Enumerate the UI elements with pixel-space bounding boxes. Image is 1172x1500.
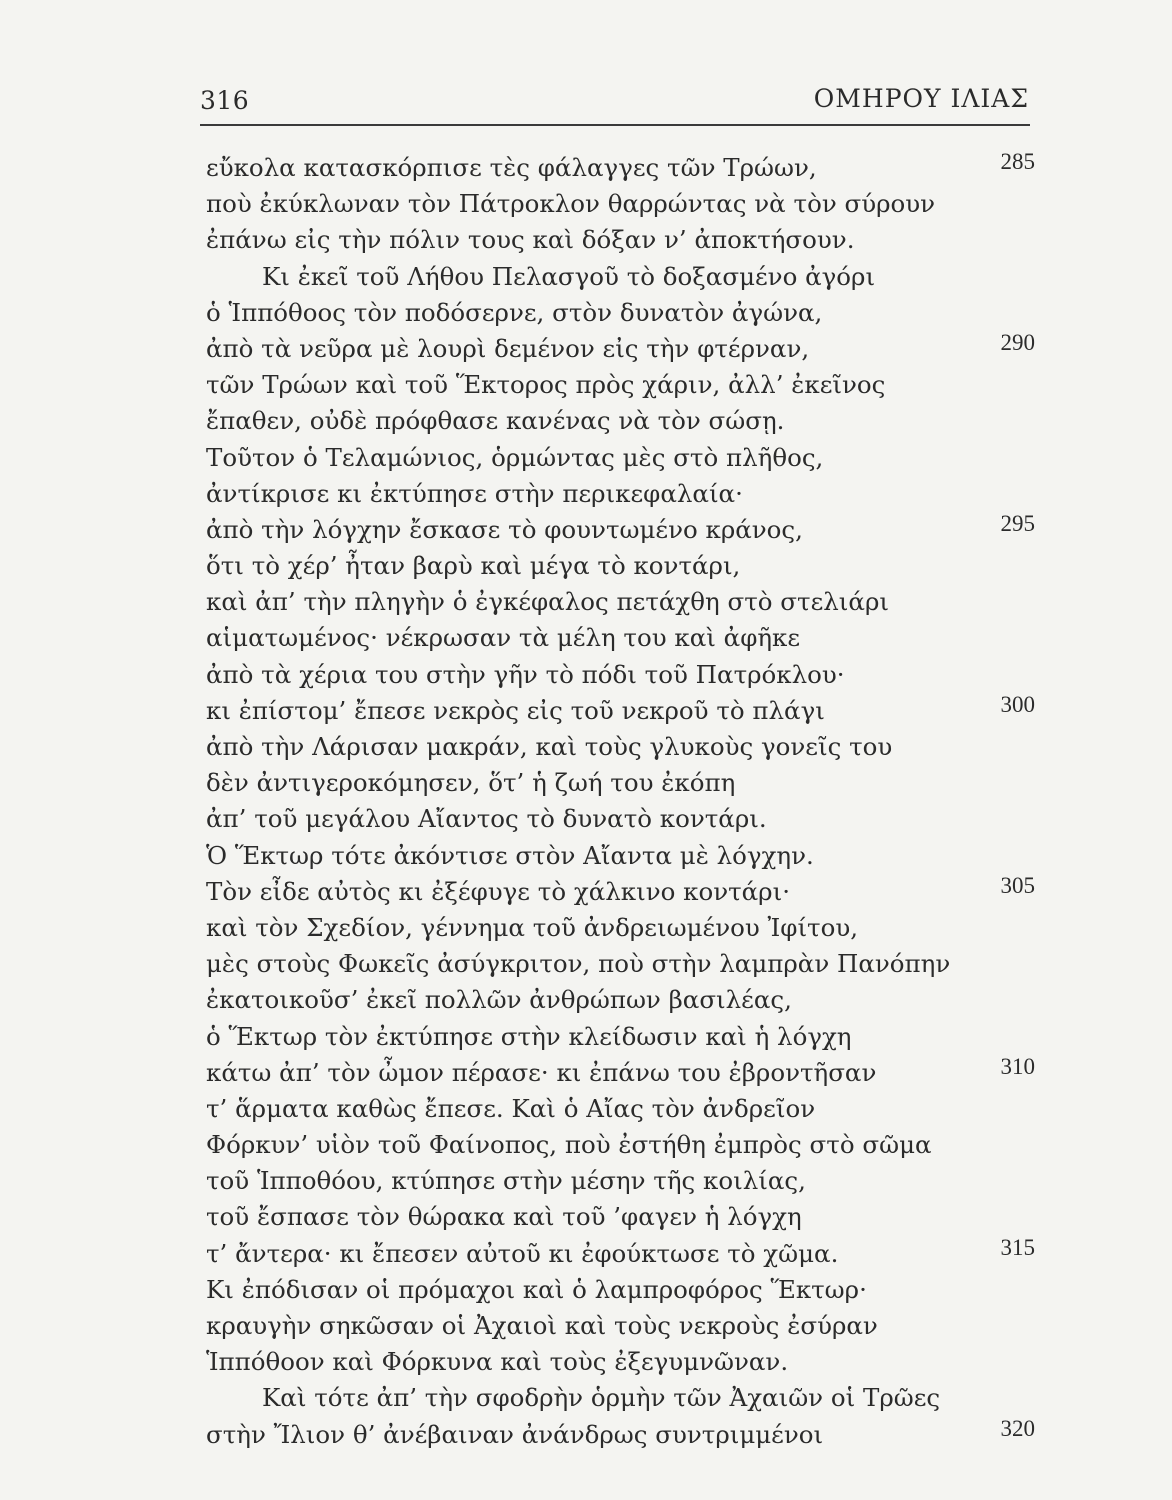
verse-text: κι ἐπίστομ’ ἔπεσε νεκρὸς εἰς τοῦ νεκροῦ τὸ πλάγι [206, 695, 825, 725]
line-number: 290 [1000, 329, 1035, 355]
verse-text: ἐκατοικοῦσ’ ἐκεῖ πολλῶν ἀνθρώπων βασιλέας, [206, 985, 792, 1015]
verse-line [0, 620, 1172, 656]
header-rule [200, 124, 1030, 126]
verse-text: δὲν ἀντιγεροκόμησεν, ὅτ’ ἡ ζωή του ἐκόπη [206, 768, 736, 798]
verse-text: ὁ Ἕκτωρ τὸν ἐκτύπησε στὴν κλείδωσιν καὶ ἡ λόγχη [206, 1021, 852, 1051]
verse-line [0, 367, 1172, 403]
verse-text: καὶ ἀπ’ τὴν πληγὴν ὁ ἐγκέφαλος πετάχθη στὸ στελιάρι [206, 587, 889, 617]
verse-text: κραυγὴν σηκῶσαν οἱ Ἀχαιοὶ καὶ τοὺς νεκροὺς ἐσύραν [206, 1311, 878, 1340]
verse-text: ἔπαθεν, οὐδὲ πρόφθασε κανένας νὰ τὸν σώσῃ. [206, 406, 785, 436]
verse-line [0, 1272, 1172, 1308]
verse-line [0, 440, 1172, 476]
verse-line [0, 910, 1172, 946]
verse-line [0, 584, 1172, 620]
verse-line [0, 982, 1172, 1018]
verse-text: Τοῦτον ὁ Τελαμώνιος, ὁρμώντας μὲς στὸ πλῆθος, [206, 442, 824, 472]
verse-line [0, 729, 1172, 765]
verse-line [0, 874, 1172, 910]
verse-text: στὴν Ἴλιον θ’ ἀνέβαιναν ἀνάνδρως συντριμμένοι [206, 1419, 824, 1449]
verse-line [0, 801, 1172, 837]
verse-text: τοῦ ἔσπασε τὸν θώρακα καὶ τοῦ ’φαγεν ἡ λόγχη [206, 1202, 802, 1232]
verse-text: εὔκολα κατασκόρπισε τὲς φάλαγγες τῶν Τρώων, [206, 153, 817, 182]
verse-text: μὲς στοὺς Φωκεῖς ἀσύγκριτον, ποὺ στὴν λαμπρὰν Πανόπην [206, 949, 951, 979]
verse-line [0, 1308, 1172, 1344]
verse-text: ἀπ’ τοῦ μεγάλου Αἴαντος τὸ δυνατὸ κοντάρι. [206, 804, 767, 834]
verse-text: Φόρκυν’ υἱὸν τοῦ Φαίνοπος, ποὺ ἐστήθη ἐμπρὸς στὸ σῶμα [206, 1130, 932, 1160]
verse-text: ποὺ ἐκύκλωναν τὸν Πάτροκλον θαρρώντας νὰ τὸν σύρουν [206, 189, 936, 219]
verse-line [0, 1236, 1172, 1272]
verse-line [0, 548, 1172, 584]
verse-text: αἱματωμένος· νέκρωσαν τὰ μέλη του καὶ ἀφῆκε [206, 623, 801, 653]
verse-line [0, 476, 1172, 512]
line-number: 305 [1000, 872, 1035, 898]
verse-line [0, 1019, 1172, 1055]
verse-text: ἀντίκρισε κι ἐκτύπησε στὴν περικεφαλαία· [206, 478, 743, 508]
verse-line [0, 1163, 1172, 1199]
verse-text: Καὶ τότε ἀπ’ τὴν σφοδρὴν ὁρμὴν τῶν Ἀχαιῶν οἱ Τρῶες [262, 1383, 941, 1413]
verse-line [0, 186, 1172, 222]
page-number: 316 [200, 86, 250, 115]
line-number: 285 [1000, 149, 1035, 174]
verse-line [0, 150, 1172, 186]
verse-text: τ’ ἄντερα· κι ἔπεσεν αὐτοῦ κι ἐφούκτωσε τὸ χῶμα. [206, 1238, 839, 1268]
verse-line [0, 1199, 1172, 1235]
verse-text: Τὸν εἶδε αὐτὸς κι ἐξέφυγε τὸ χάλκινο κοντάρι· [206, 876, 790, 906]
verse-text: ἀπὸ τὴν λόγχην ἔσκασε τὸ φουντωμένο κράνος, [206, 514, 803, 544]
verse-text: ἀπὸ τὴν Λάρισαν μακράν, καὶ τοὺς γλυκοὺς γονεῖς του [206, 732, 893, 761]
line-number: 320 [1000, 1415, 1035, 1441]
verse-text: καὶ τὸν Σχεδίον, γέννημα τοῦ ἀνδρειωμένου Ἰφίτου, [206, 912, 859, 942]
verse-line [0, 1380, 1172, 1416]
verse-text: Κι ἐκεῖ τοῦ Λήθου Πελασγοῦ τὸ δοξασμένο ἀγόρι [262, 261, 876, 291]
verse-text: τοῦ Ἱπποθόου, κτύπησε στὴν μέσην τῆς κοιλίας, [206, 1166, 806, 1196]
poem-text [0, 150, 1172, 1453]
verse-line [0, 1055, 1172, 1091]
verse-line [0, 765, 1172, 801]
verse-text: Κι ἐπόδισαν οἱ πρόμαχοι καὶ ὁ λαμπροφόρος Ἕκτωρ· [206, 1274, 867, 1304]
verse-text: ὁ Ἱππόθοος τὸν ποδόσερνε, στὸν δυνατὸν ἀγώνα, [206, 297, 823, 327]
line-number: 310 [1000, 1053, 1035, 1079]
verse-line [0, 838, 1172, 874]
running-title: ΟΜΗΡΟΥ ΙΛΙΑΣ [813, 84, 1029, 113]
verse-line [0, 512, 1172, 548]
verse-line [0, 222, 1172, 258]
verse-text: ἐπάνω εἰς τὴν πόλιν τους καὶ δόξαν ν’ ἀποκτήσουν. [206, 225, 855, 255]
verse-text: ὅτι τὸ χέρ’ ἦταν βαρὺ καὶ μέγα τὸ κοντάρι, [206, 551, 741, 581]
verse-line [0, 946, 1172, 982]
verse-text: κάτω ἀπ’ τὸν ὦμον πέρασε· κι ἐπάνω του ἐβροντῆσαν [206, 1057, 877, 1087]
line-number: 300 [1000, 691, 1035, 717]
verse-text: τ’ ἅρματα καθὼς ἔπεσε. Καὶ ὁ Αἴας τὸν ἀνδρεῖον [206, 1093, 816, 1123]
verse-line [0, 295, 1172, 331]
verse-line [0, 657, 1172, 693]
verse-line [0, 259, 1172, 295]
line-number: 295 [1000, 510, 1035, 536]
verse-line [0, 331, 1172, 367]
verse-text: ἀπὸ τὰ νεῦρα μὲ λουρὶ δεμένον εἰς τὴν φτέρναν, [206, 333, 810, 363]
line-number: 315 [1000, 1234, 1035, 1260]
verse-text: τῶν Τρώων καὶ τοῦ Ἕκτορος πρὸς χάριν, ἀλλ’ ἐκεῖνος [206, 370, 886, 400]
verse-line [0, 1091, 1172, 1127]
verse-text: ἀπὸ τὰ χέρια του στὴν γῆν τὸ πόδι τοῦ Πατρόκλου· [206, 659, 845, 689]
verse-text: Ἱππόθοον καὶ Φόρκυνα καὶ τοὺς ἐξεγυμνῶναν. [206, 1347, 789, 1377]
verse-line [0, 403, 1172, 439]
verse-line [0, 1127, 1172, 1163]
verse-line [0, 1417, 1172, 1453]
verse-line [0, 693, 1172, 729]
verse-text: Ὁ Ἕκτωρ τότε ἀκόντισε στὸν Αἴαντα μὲ λόγχην. [206, 840, 814, 870]
verse-line [0, 1344, 1172, 1380]
